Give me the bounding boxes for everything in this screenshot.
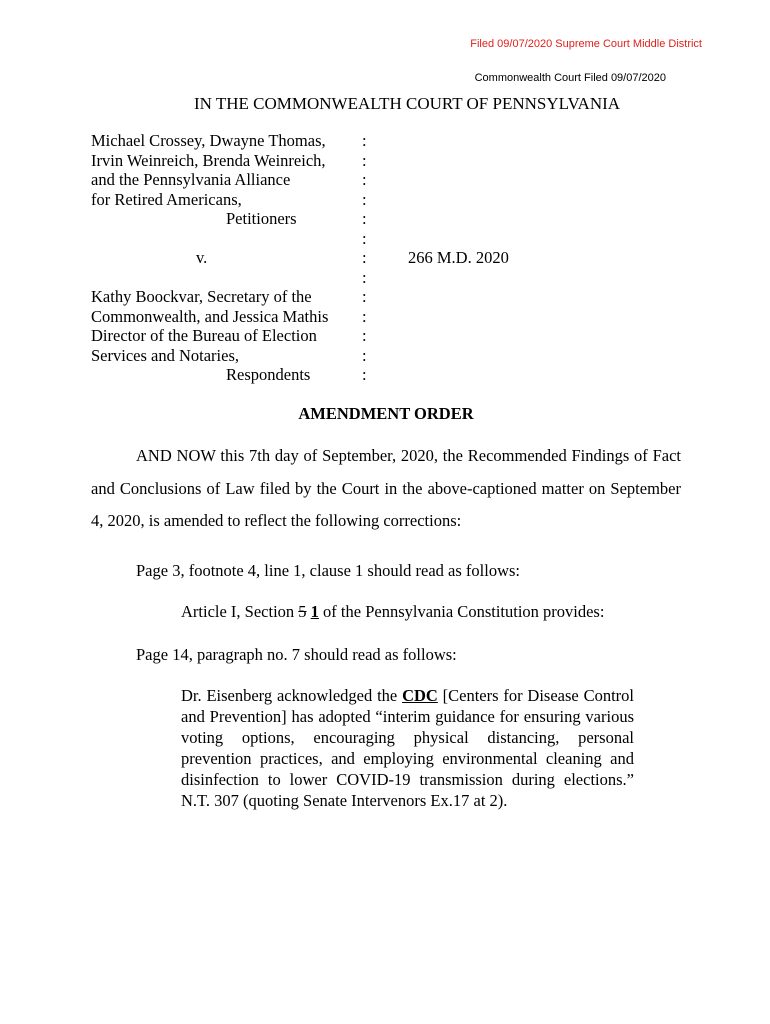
supreme-court-filing-stamp: Filed 09/07/2020 Supreme Court Middle District bbox=[470, 38, 702, 50]
correction-2-quote-end: [Centers for Disease Control and Prevention] has adopted “interim guidance for ensuring various voting options, encouraging physical distancing, personal prevention practices, and employing environmental cleaning and disinfection to lower COVID-19 transmission during elections.” N.T. 307 (quoting Senate Intervenors Ex.17 at 2). bbox=[181, 686, 634, 810]
spacer bbox=[91, 268, 328, 288]
correction-1-quote bbox=[181, 602, 604, 622]
caption-colon: : bbox=[362, 150, 367, 170]
inserted-text: 1 bbox=[310, 602, 319, 621]
caption-colon: : bbox=[362, 228, 367, 248]
deleted-text: 5 bbox=[298, 602, 307, 621]
petitioners-label: Petitioners bbox=[226, 209, 297, 228]
caption-colon: : bbox=[362, 267, 367, 287]
court-heading: IN THE COMMONWEALTH COURT OF PENNSYLVANIA bbox=[193, 94, 621, 113]
correction-1-quote-end: of the Pennsylvania Constitution provides: bbox=[318, 602, 605, 621]
caption-colon: : bbox=[362, 209, 367, 228]
inserted-text: CDC bbox=[402, 686, 438, 705]
caption-colon: : bbox=[362, 306, 367, 326]
order-title: AMENDMENT ORDER bbox=[298, 404, 474, 423]
correction-1-intro: Page 3, footnote 4, line 1, clause 1 should read as follows: bbox=[136, 561, 521, 580]
case-caption-parties bbox=[91, 131, 328, 385]
caption-colon: : bbox=[362, 170, 367, 189]
docket-number: 266 M.D. 2020 bbox=[408, 248, 509, 267]
commonwealth-court-filing-stamp: Commonwealth Court Filed 09/07/2020 bbox=[474, 72, 666, 84]
caption-colon-column bbox=[362, 131, 367, 385]
petitioner-line: and the Pennsylvania Alliance bbox=[91, 170, 291, 189]
caption-colon: : bbox=[362, 365, 367, 384]
versus-label: v. bbox=[196, 248, 208, 267]
correction-1-quote-start: Article I, Section bbox=[181, 602, 299, 621]
correction-2-quote-block bbox=[181, 685, 634, 811]
caption-colon: : bbox=[362, 248, 367, 267]
caption-colon: : bbox=[362, 189, 367, 209]
petitioner-line: Irvin Weinreich, Brenda Weinreich, bbox=[91, 150, 326, 170]
respondent-line: Commonwealth, and Jessica Mathis bbox=[91, 306, 329, 326]
caption-colon: : bbox=[362, 287, 367, 306]
correction-2-intro: Page 14, paragraph no. 7 should read as follows: bbox=[136, 645, 457, 664]
petitioner-line: for Retired Americans, bbox=[91, 189, 242, 209]
spacer bbox=[91, 229, 328, 249]
respondent-line: Kathy Boockvar, Secretary of the bbox=[91, 287, 312, 306]
order-body-paragraph: AND NOW this 7th day of September, 2020, the Recommended Findings of Fact and Conclusions of Law filed by the Court in the above-captioned matter on September 4, 2020, is amended to reflect the following corrections: bbox=[91, 446, 681, 530]
caption-colon: : bbox=[362, 345, 367, 365]
caption-colon: : bbox=[362, 131, 367, 150]
respondent-line: Services and Notaries, bbox=[91, 345, 239, 365]
correction-2-quote-start: Dr. Eisenberg acknowledged the bbox=[181, 686, 403, 705]
caption-colon: : bbox=[362, 326, 367, 345]
petitioner-line: Michael Crossey, Dwayne Thomas, bbox=[91, 131, 326, 150]
respondent-line: Director of the Bureau of Election bbox=[91, 326, 317, 345]
respondents-label: Respondents bbox=[226, 365, 311, 384]
